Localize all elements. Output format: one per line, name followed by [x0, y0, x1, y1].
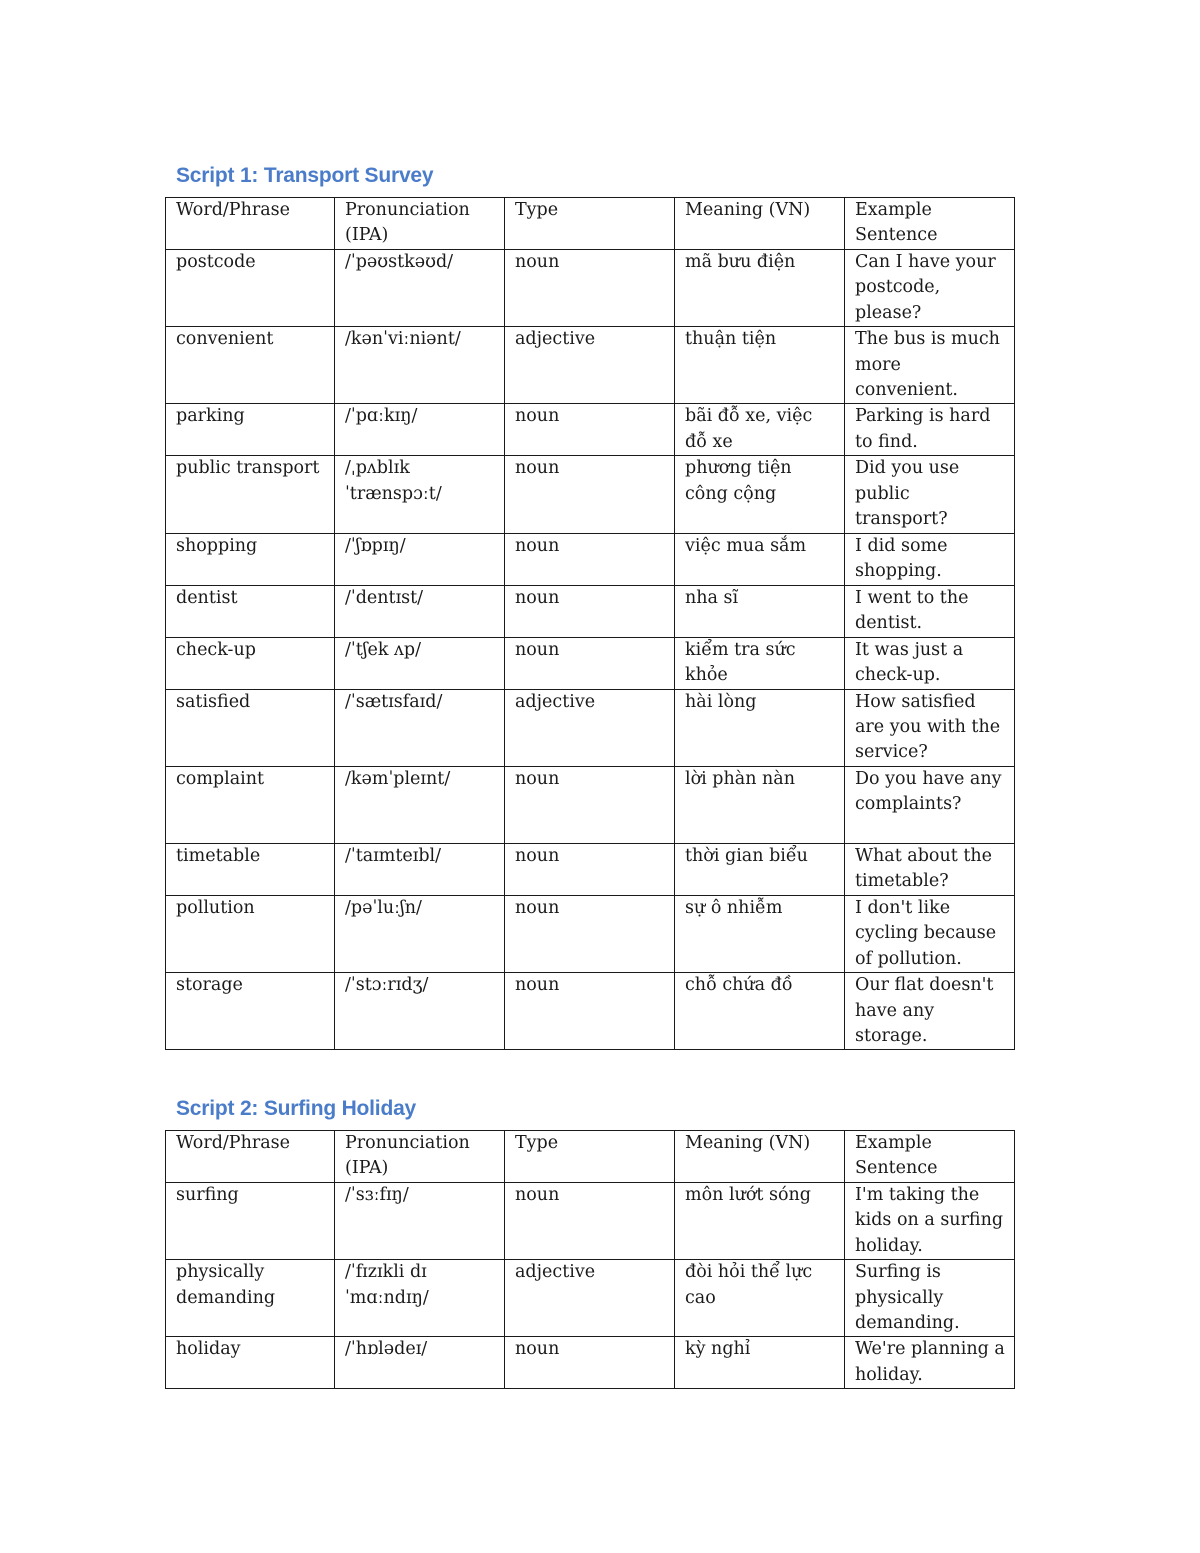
table-row	[166, 1337, 1015, 1389]
table-header-row	[166, 1131, 1015, 1183]
cell-ipa: /ˈfɪzɪkli dɪˈmɑːndɪŋ/	[335, 1260, 505, 1337]
cell-type: adjective	[505, 689, 675, 766]
table-row	[166, 637, 1015, 689]
table-row	[166, 973, 1015, 1050]
cell-word: shopping	[166, 533, 335, 585]
cell-type: noun	[505, 637, 675, 689]
vocab-table	[165, 1130, 1015, 1389]
cell-example: How satisfied are you with the service?	[845, 689, 1015, 766]
table-row	[166, 1260, 1015, 1337]
header-example: Example Sentence	[845, 198, 1015, 250]
cell-word: convenient	[166, 327, 335, 404]
cell-example: I don't like cycling because of pollution.	[845, 895, 1015, 972]
cell-ipa: /ˈsætɪsfaɪd/	[335, 689, 505, 766]
cell-type: noun	[505, 533, 675, 585]
cell-type: adjective	[505, 1260, 675, 1337]
cell-meaning: kỳ nghỉ	[675, 1337, 845, 1389]
cell-type: noun	[505, 895, 675, 972]
cell-type: noun	[505, 1337, 675, 1389]
cell-ipa: /ˈpəʊstkəʊd/	[335, 250, 505, 327]
table-row	[166, 533, 1015, 585]
header-meaning: Meaning (VN)	[675, 198, 845, 250]
cell-example: Our flat doesn't have any storage.	[845, 973, 1015, 1050]
cell-ipa: /kənˈviːniənt/	[335, 327, 505, 404]
cell-word: surfing	[166, 1183, 335, 1260]
cell-example: Parking is hard to find.	[845, 404, 1015, 456]
cell-ipa: /ˈdentɪst/	[335, 585, 505, 637]
cell-type: noun	[505, 404, 675, 456]
cell-meaning: kiểm tra sức khỏe	[675, 637, 845, 689]
cell-word: postcode	[166, 250, 335, 327]
cell-type: noun	[505, 1183, 675, 1260]
cell-word: satisfied	[166, 689, 335, 766]
table-row	[166, 689, 1015, 766]
table-header-row	[166, 198, 1015, 250]
cell-example: I did some shopping.	[845, 533, 1015, 585]
cell-example: Did you use public transport?	[845, 456, 1015, 533]
cell-type: adjective	[505, 327, 675, 404]
header-type: Type	[505, 1131, 675, 1183]
cell-ipa: /ˈstɔːrɪdʒ/	[335, 973, 505, 1050]
cell-word: physically demanding	[166, 1260, 335, 1337]
header-example: Example Sentence	[845, 1131, 1015, 1183]
cell-type: noun	[505, 973, 675, 1050]
cell-word: timetable	[166, 843, 335, 895]
cell-type: noun	[505, 766, 675, 843]
section-transport-survey	[165, 163, 1014, 1050]
cell-type: noun	[505, 843, 675, 895]
cell-ipa: /ˈʃɒpɪŋ/	[335, 533, 505, 585]
cell-type: noun	[505, 585, 675, 637]
cell-type: noun	[505, 250, 675, 327]
cell-meaning: môn lướt sóng	[675, 1183, 845, 1260]
cell-meaning: mã bưu điện	[675, 250, 845, 327]
cell-meaning: nha sĩ	[675, 585, 845, 637]
table-row	[166, 585, 1015, 637]
cell-word: public transport	[166, 456, 335, 533]
table-row	[166, 456, 1015, 533]
cell-meaning: thời gian biểu	[675, 843, 845, 895]
cell-example: What about the timetable?	[845, 843, 1015, 895]
table-row	[166, 327, 1015, 404]
table-row	[166, 766, 1015, 843]
header-word: Word/Phrase	[166, 1131, 335, 1183]
cell-type: noun	[505, 456, 675, 533]
table-row	[166, 895, 1015, 972]
header-type: Type	[505, 198, 675, 250]
header-meaning: Meaning (VN)	[675, 1131, 845, 1183]
cell-example: Can I have your postcode, please?	[845, 250, 1015, 327]
cell-example: The bus is much more convenient.	[845, 327, 1015, 404]
cell-ipa: /ˈtaɪmteɪbl/	[335, 843, 505, 895]
cell-ipa: /ˈsɜːfɪŋ/	[335, 1183, 505, 1260]
cell-word: complaint	[166, 766, 335, 843]
cell-example: Surfing is physically demanding.	[845, 1260, 1015, 1337]
cell-meaning: chỗ chứa đồ	[675, 973, 845, 1050]
cell-example: I'm taking the kids on a surfing holiday.	[845, 1183, 1015, 1260]
cell-word: pollution	[166, 895, 335, 972]
cell-meaning: thuận tiện	[675, 327, 845, 404]
cell-ipa: /ˈpɑːkɪŋ/	[335, 404, 505, 456]
table-row	[166, 1183, 1015, 1260]
cell-meaning: lời phàn nàn	[675, 766, 845, 843]
vocab-table	[165, 197, 1015, 1050]
header-ipa: Pronunciation (IPA)	[335, 1131, 505, 1183]
cell-meaning: hài lòng	[675, 689, 845, 766]
cell-word: parking	[166, 404, 335, 456]
cell-word: check-up	[166, 637, 335, 689]
cell-meaning: phương tiện công cộng	[675, 456, 845, 533]
table-row	[166, 250, 1015, 327]
cell-word: holiday	[166, 1337, 335, 1389]
table-row	[166, 404, 1015, 456]
cell-example: Do you have any complaints?	[845, 766, 1015, 843]
cell-example: We're planning a holiday.	[845, 1337, 1015, 1389]
cell-ipa: /kəmˈpleɪnt/	[335, 766, 505, 843]
section-title: Script 1: Transport Survey	[176, 164, 434, 187]
cell-meaning: sự ô nhiễm	[675, 895, 845, 972]
section-title: Script 2: Surfing Holiday	[176, 1097, 417, 1120]
cell-word: dentist	[166, 585, 335, 637]
cell-example: It was just a check-up.	[845, 637, 1015, 689]
cell-meaning: bãi đỗ xe, việc đỗ xe	[675, 404, 845, 456]
cell-ipa: /ˈtʃek ʌp/	[335, 637, 505, 689]
cell-meaning: việc mua sắm	[675, 533, 845, 585]
cell-ipa: /ˌpʌblɪk ˈtrænspɔːt/	[335, 456, 505, 533]
cell-ipa: /pəˈluːʃn/	[335, 895, 505, 972]
cell-meaning: đòi hỏi thể lực cao	[675, 1260, 845, 1337]
header-ipa: Pronunciation (IPA)	[335, 198, 505, 250]
table-row	[166, 843, 1015, 895]
cell-ipa: /ˈhɒlədeɪ/	[335, 1337, 505, 1389]
cell-word: storage	[166, 973, 335, 1050]
section-surfing-holiday	[165, 1096, 1014, 1389]
header-word: Word/Phrase	[166, 198, 335, 250]
cell-example: I went to the dentist.	[845, 585, 1015, 637]
